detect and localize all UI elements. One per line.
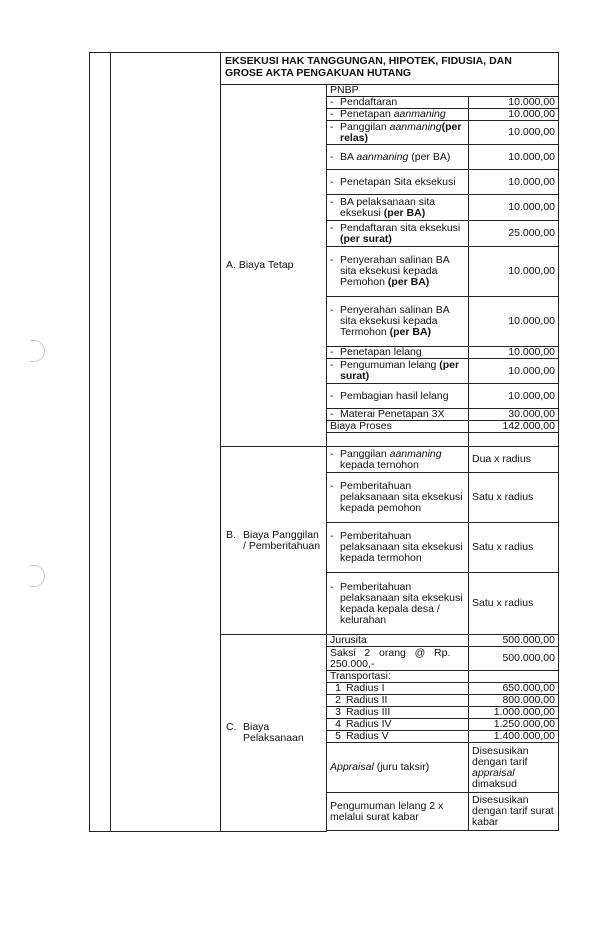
fee-amount: 10.000,00 [469,121,559,145]
fee-item: - Pendaftaran sita eksekusi (per surat) [327,221,469,247]
total-label: Biaya Proses [327,421,469,433]
fee-amount: 10.000,00 [469,247,559,297]
punch-hole-mark [30,565,45,587]
notice-item: - Panggilan aanmaning kepada ternohon [327,447,469,473]
spacer-cell [469,433,559,447]
fee-amount: 25.000,00 [469,221,559,247]
spacer-cell [327,433,469,447]
radius-amount: 1.250.000,00 [469,719,559,731]
exec-item: Appraisal (juru taksir) [327,743,469,793]
section-title [221,53,559,85]
title-line-1: EKSEKUSI HAK TANGGUNGAN, HIPOTEK, FIDUSIA, DAN [225,55,512,67]
radius-number: 3 [335,706,341,718]
exec-amount: Disesusikan dengan tarif surat kabar [469,793,559,831]
fee-amount: 10.000,00 [469,297,559,347]
radius-item [327,731,469,743]
notice-amount: Satu x radius [469,573,559,635]
section-c-label-text: Biaya Pelaksanaan [243,720,304,744]
radius-amount: 1.400.000,00 [469,731,559,743]
radius-number: 1 [335,682,341,694]
fee-amount: 10.000,00 [469,359,559,384]
fee-item: - Penyerahan salinan BA sita eksekusi kepada Pemohon (per BA) [327,247,469,297]
spacer-cell [469,671,559,683]
notice-amount: Satu x radius [469,473,559,523]
empty-col-1 [90,53,111,832]
spacer-cell [469,831,559,832]
radius-label: Radius III [346,706,391,718]
fee-item: - Panggilan aanmaning(per relas) [327,121,469,145]
radius-item [327,683,469,695]
radius-number: 4 [335,718,341,730]
notice-amount: Dua x radius [469,447,559,473]
fee-amount: 10.000,00 [469,347,559,359]
notice-item: - Pemberitahuan pelaksanaan sita eksekusi kepada pemohon [327,473,469,523]
total-amount: 142.000,00 [469,421,559,433]
fee-item: - Pendaftaran [327,97,469,109]
punch-hole-mark [30,340,45,362]
section-b-label-text: Biaya Panggilan / Pemberitahuan [243,528,321,552]
notice-item: - Pemberitahuan pelaksanaan sita eksekusi kepada kepala desa / kelurahan [327,573,469,635]
section-a-label-text: A. Biaya Tetap [226,259,294,271]
spacer-cell [327,831,469,832]
radius-amount: 1.000.000,00 [469,707,559,719]
fee-item: - Penetapan lelang [327,347,469,359]
exec-item: Saksi 2 orang @ Rp. 250.000,- [327,647,469,671]
fee-item: - BA aanmaning (per BA) [327,145,469,170]
fee-item: - Penyerahan salinan BA sita eksekusi kepada Termohon (per BA) [327,297,469,347]
empty-col-2 [111,53,221,832]
fee-amount: 10.000,00 [469,170,559,195]
transport-label: Transportasi: [327,671,469,683]
fee-amount: 30.000,00 [469,409,559,421]
pnbp-header [327,85,559,97]
title-line-2: GROSE AKTA PENGAKUAN HUTANG [225,67,412,79]
radius-label: Radius I [346,682,385,694]
notice-item: - Pemberitahuan pelaksanaan sita eksekusi kepada termohon [327,523,469,573]
fee-amount: 10.000,00 [469,109,559,121]
fee-amount: 10.000,00 [469,97,559,109]
radius-amount: 650.000,00 [469,683,559,695]
radius-item [327,695,469,707]
pnbp-header-text: PNBP [330,84,359,96]
fee-item: - Penetapan aanmaning [327,109,469,121]
radius-item [327,719,469,731]
section-c-label: C. Biaya Pelaksanaan [221,635,327,832]
fee-item: - BA pelaksanaan sita eksekusi (per BA) [327,195,469,221]
section-a-label [221,85,327,447]
exec-item: Jurusita [327,635,469,647]
radius-label: Radius V [346,730,389,742]
exec-amount: 500.000,00 [469,635,559,647]
radius-label: Radius IV [346,718,392,730]
exec-amount: 500.000,00 [469,647,559,671]
fee-amount: 10.000,00 [469,195,559,221]
fee-item: - Materai Penetapan 3X [327,409,469,421]
fee-item: - Pembagian hasil lelang [327,384,469,409]
section-b-label: B. Biaya Panggilan / Pemberitahuan [221,447,327,635]
radius-amount: 800.000,00 [469,695,559,707]
radius-number: 5 [335,730,341,742]
fee-amount: 10.000,00 [469,384,559,409]
fee-item: - Penetapan Sita eksekusi [327,170,469,195]
exec-amount: Disesusikan dengan tarif appraisal dimaksud [469,743,559,793]
fee-item: - Pengumuman lelang (per surat) [327,359,469,384]
fee-table [89,52,559,832]
radius-item [327,707,469,719]
radius-label: Radius II [346,694,388,706]
radius-number: 2 [335,694,341,706]
fee-amount: 10.000,00 [469,145,559,170]
exec-item: Pengumuman lelang 2 x melalui surat kabar [327,793,469,831]
notice-amount: Satu x radius [469,523,559,573]
